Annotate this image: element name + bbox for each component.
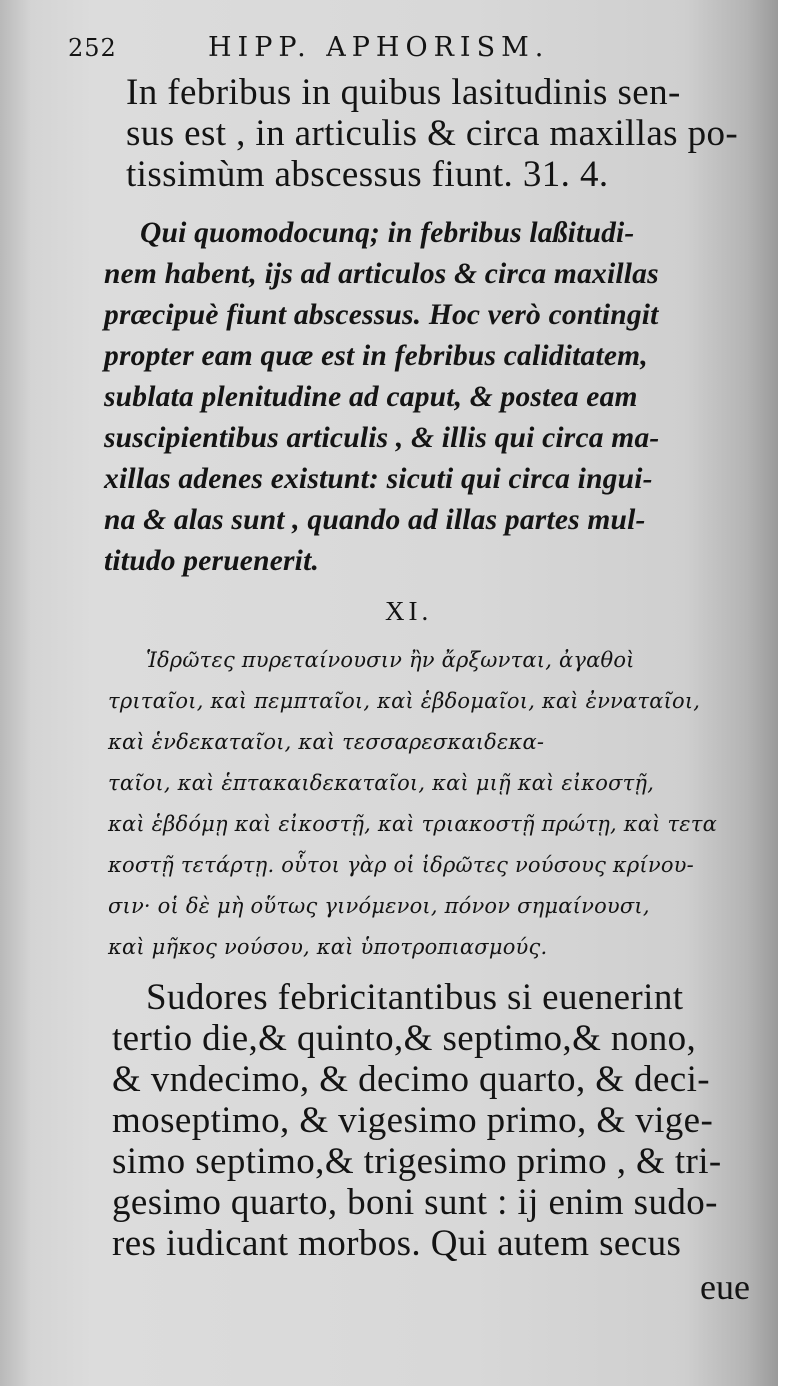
aphorism-latin-paragraph-2	[112, 977, 722, 1264]
text-line: præcipuè fiunt abscessus. Hoc verò contingit	[104, 299, 659, 331]
text-line: & vndecimo, & decimo quarto, & deci-	[112, 1059, 711, 1100]
text-line: καὶ ἑβδόμῃ καὶ εἰκοστῇ, καὶ τριακοστῇ πρώτῃ, καὶ τετα	[108, 812, 717, 836]
text-line: simo septimo,& trigesimo primo , & tri-	[112, 1141, 722, 1182]
text-line: nem habent, ijs ad articulos & circa maxillas	[104, 258, 659, 290]
page-number: 252	[68, 34, 117, 62]
aphorism-latin-paragraph	[126, 72, 738, 195]
text-line: na & alas sunt , quando ad illas partes mul-	[104, 504, 646, 536]
text-line: In febribus in quibus lasitudinis sen-	[126, 72, 681, 113]
text-line: tertio die,& quinto,& septimo,& nono,	[112, 1018, 697, 1059]
page-header	[68, 30, 728, 70]
text-line: res iudicant morbos. Qui autem secus	[112, 1223, 682, 1264]
text-line: Qui quomodocunq; in febribus laßitudi-	[140, 217, 635, 249]
text-line: κοστῇ τετάρτῃ. οὗτοι γὰρ οἱ ἱδρῶτες νούσους κρίνου-	[108, 853, 694, 877]
text-line: ταῖοι, καὶ ἑπτακαιδεκαταῖοι, καὶ μιῇ καὶ εἰκοστῇ,	[108, 771, 655, 795]
text-line: gesimo quarto, boni sunt : ij enim sudo-	[112, 1182, 718, 1223]
text-line: tissimùm abscessus fiunt. 31. 4.	[126, 154, 609, 195]
text-line: Sudores febricitantibus si euenerint	[146, 977, 684, 1018]
text-line: titudo peruenerit.	[104, 545, 320, 577]
catchword: eue	[700, 1267, 750, 1307]
text-line: xillas adenes existunt: sicuti qui circa ingui-	[104, 463, 653, 495]
text-line: sublata plenitudine ad caput, & postea eam	[104, 381, 638, 413]
text-line: καὶ μῆκος νούσου, καὶ ὑποτροπιασμούς.	[108, 935, 548, 959]
text-line: τριταῖοι, καὶ πεμπταῖοι, καὶ ἑβδομαῖοι, καὶ ἐνναταῖοι,	[108, 689, 701, 713]
text-line: suscipientibus articulis , & illis qui circa ma-	[104, 422, 660, 454]
aphorism-greek-paragraph	[108, 640, 717, 968]
text-line: propter eam quæ est in febribus caliditatem,	[104, 340, 648, 372]
text-line: Ἱδρῶτες πυρεταίνουσιν ἢν ἄρξωνται, ἀγαθοὶ	[146, 648, 635, 672]
text-line: sus est , in articulis & circa maxillas po-	[126, 113, 739, 154]
commentary-paragraph	[104, 213, 659, 582]
text-line: σιν· οἱ δὲ μὴ οὕτως γινόμενοι, πόνον σημαίνουσι,	[108, 894, 650, 918]
running-title: HIPP. APHORISM.	[208, 32, 550, 63]
text-line: καὶ ἑνδεκαταῖοι, καὶ τεσσαρεσκαιδεκα-	[108, 730, 545, 754]
section-number: XI.	[385, 596, 433, 626]
text-line: moseptimo, & vigesimo primo, & vige-	[112, 1100, 714, 1141]
page-edge-margin	[778, 0, 800, 1386]
